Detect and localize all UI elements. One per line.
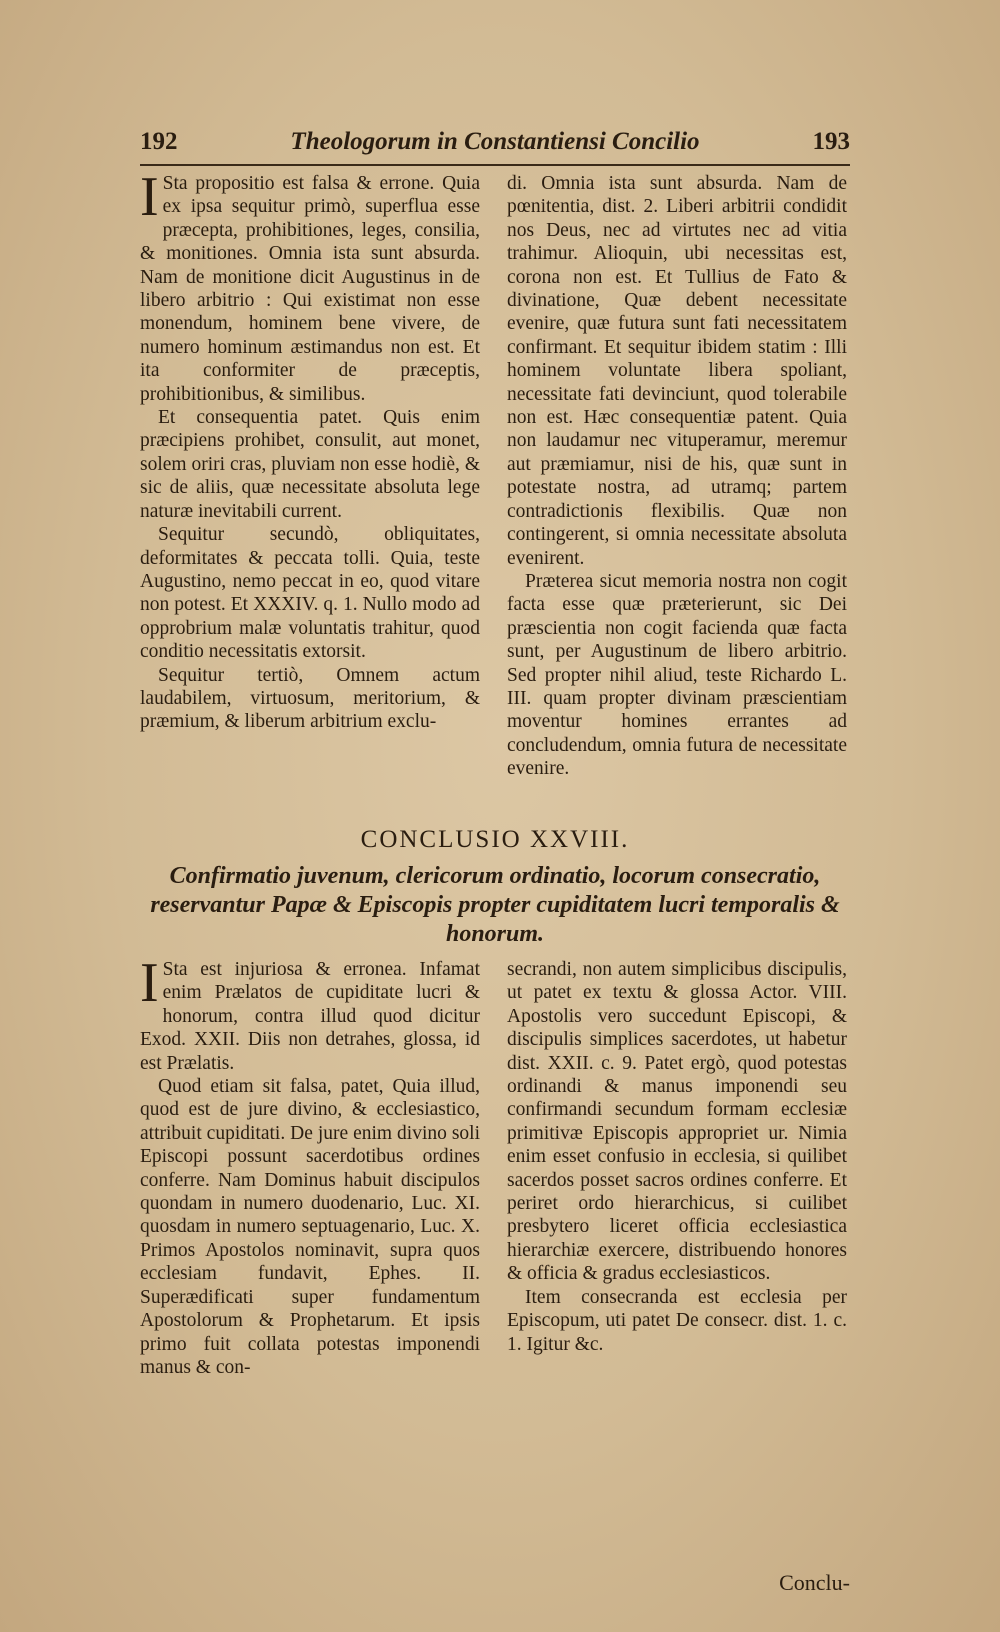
paragraph: Et consequentia patet. Quis enim præcipiens prohibet, consulit, aut monet, solem oriri cras, pluviam non esse hodiè, & sic de aliis, quæ necessitate absoluta lege naturæ inevitabili current. — [140, 407, 480, 522]
paragraph: ISta est injuriosa & erronea. Infamat enim Prælatos de cupiditate lucri & honorum, contra illud quod dicitur Exod. XXII. Diis non detrahes, glossa, id est Prælatis. — [140, 952, 480, 1074]
running-title: Theologorum in Constantiensi Concilio — [290, 128, 700, 155]
section1-left-column — [140, 166, 480, 734]
header-rule — [140, 164, 850, 166]
conclusio-heading: CONCLUSIO XXVIII. — [360, 826, 630, 853]
paragraph: di. Omnia ista sunt absurda. Nam de pœnitentia, dist. 2. Liberi arbitrii condidit nos Deus, nec ad virtutes nec ad vitia trahimur. Alioquin, ubi necessitas est, corona non est. Et Tullius de Fato & divinatione, Quæ debent necessitate evenire, quæ futura sunt fati necessitatem confirmant. Et sequitur ibidem statim : Illi hominem voluntate libera spoliant, necessitate fati devinciunt, quod tolerabile non est. Hæc consequentiæ patent. Quia non laudamur nec vituperamur, meremur aut præmiamur, nisi de his, quæ sunt in potestate nostra, ad utramq; partem contradictionis flexibilis. Quæ non contingerent, si omnia necessitate absoluta evenirent. — [507, 173, 847, 569]
paragraph: secrandi, non autem simplicibus discipulis, ut patet ex textu & glossa Actor. VIII. Apostolis vero succedunt Episcopi, & discipulis simplices sacerdotes, ut habetur dist. XXII. c. 9. Patet ergò, quod potestas ordinandi & manus imponendi seu confirmandi secundum formam ecclesiæ primitivæ Episcopis appropriet ur. Nimia enim esset confusio in ecclesia, si quilibet sacerdos posset sacros ordines conferre. Et periret ordo hierarchicus, si cuilibet presbytero liceret officia ecclesiastica hierarchiæ exercere, distribuendo honores & officia & gradus ecclesiasticos. — [507, 959, 847, 1285]
conclusio-thesis: Confirmatio juvenum, clericorum ordinatio, locorum consecratio, reservantur Papæ & Episcopis propter cupiditatem lucri temporalis & honorum. — [150, 863, 840, 947]
page-number-right: 193 — [812, 128, 850, 155]
paragraph: Præterea sicut memoria nostra non cogit facta esse quæ præterierunt, sic Dei præscientia non cogit facienda quæ facta sunt, per Augustinum de libero arbitrio. Sed propter nihil aliud, teste Richardo L. III. quam propter divinam præscientiam moventur homines errantes ad concludendum, omnia futura de necessitate evenire. — [507, 570, 847, 780]
section2-left-column — [140, 952, 480, 1379]
paragraph: Quod etiam sit falsa, patet, Quia illud, quod est de jure divino, & ecclesiastico, attribuit cupiditati. De jure enim divino soli Episcopi possunt sacerdotibus ordines conferre. Nam Dominus habuit discipulos quondam in numero duodenario, Luc. XI. quosdam in numero septuagenario, Luc. X. Primos Apostolos nominavit, supra quos ecclesiam fundavit, Ephes. II. Superædificati super fundamentum Apostolorum & Prophetarum. Et ipsis primo fuit collata potestas imponendi manus & con- — [140, 1076, 480, 1378]
paragraph: Sequitur secundò, obliquitates, deformitates & peccata tolli. Quia, teste Augustino, nemo peccat in eo, quod vitare non potest. Et XXXIV. q. 1. Nullo modo ad opprobrium malæ voluntatis trahitur, quod conditio necessitatis extorsit. — [140, 524, 480, 663]
paragraph: ISta propositio est falsa & errone. Quia ex ipsa sequitur primò, superflua esse præcepta, prohibitiones, leges, consilia, & monitiones. Omnia ista sunt absurda. Nam de monitione dicit Augustinus in de libero arbitrio : Qui existimat non esse monendum, hominem bene vivere, de numero hominum æstimandus non est. Et ita conformiter de præceptis, prohibitionibus, & similibus. — [140, 166, 480, 405]
paragraph: Item consecranda est ecclesia per Episcopum, uti patet De consecr. dist. 1. c. 1. Igitur &c. — [507, 1286, 847, 1355]
section2-right-column — [507, 958, 847, 1356]
section1-right-column — [507, 172, 847, 781]
page-number-left: 192 — [140, 128, 178, 155]
catchword: Conclu- — [779, 1570, 850, 1595]
paragraph: Sequitur tertiò, Omnem actum laudabilem, virtuosum, meritorium, & præmium, & liberum arbitrium exclu- — [140, 664, 480, 733]
running-header — [140, 128, 850, 164]
